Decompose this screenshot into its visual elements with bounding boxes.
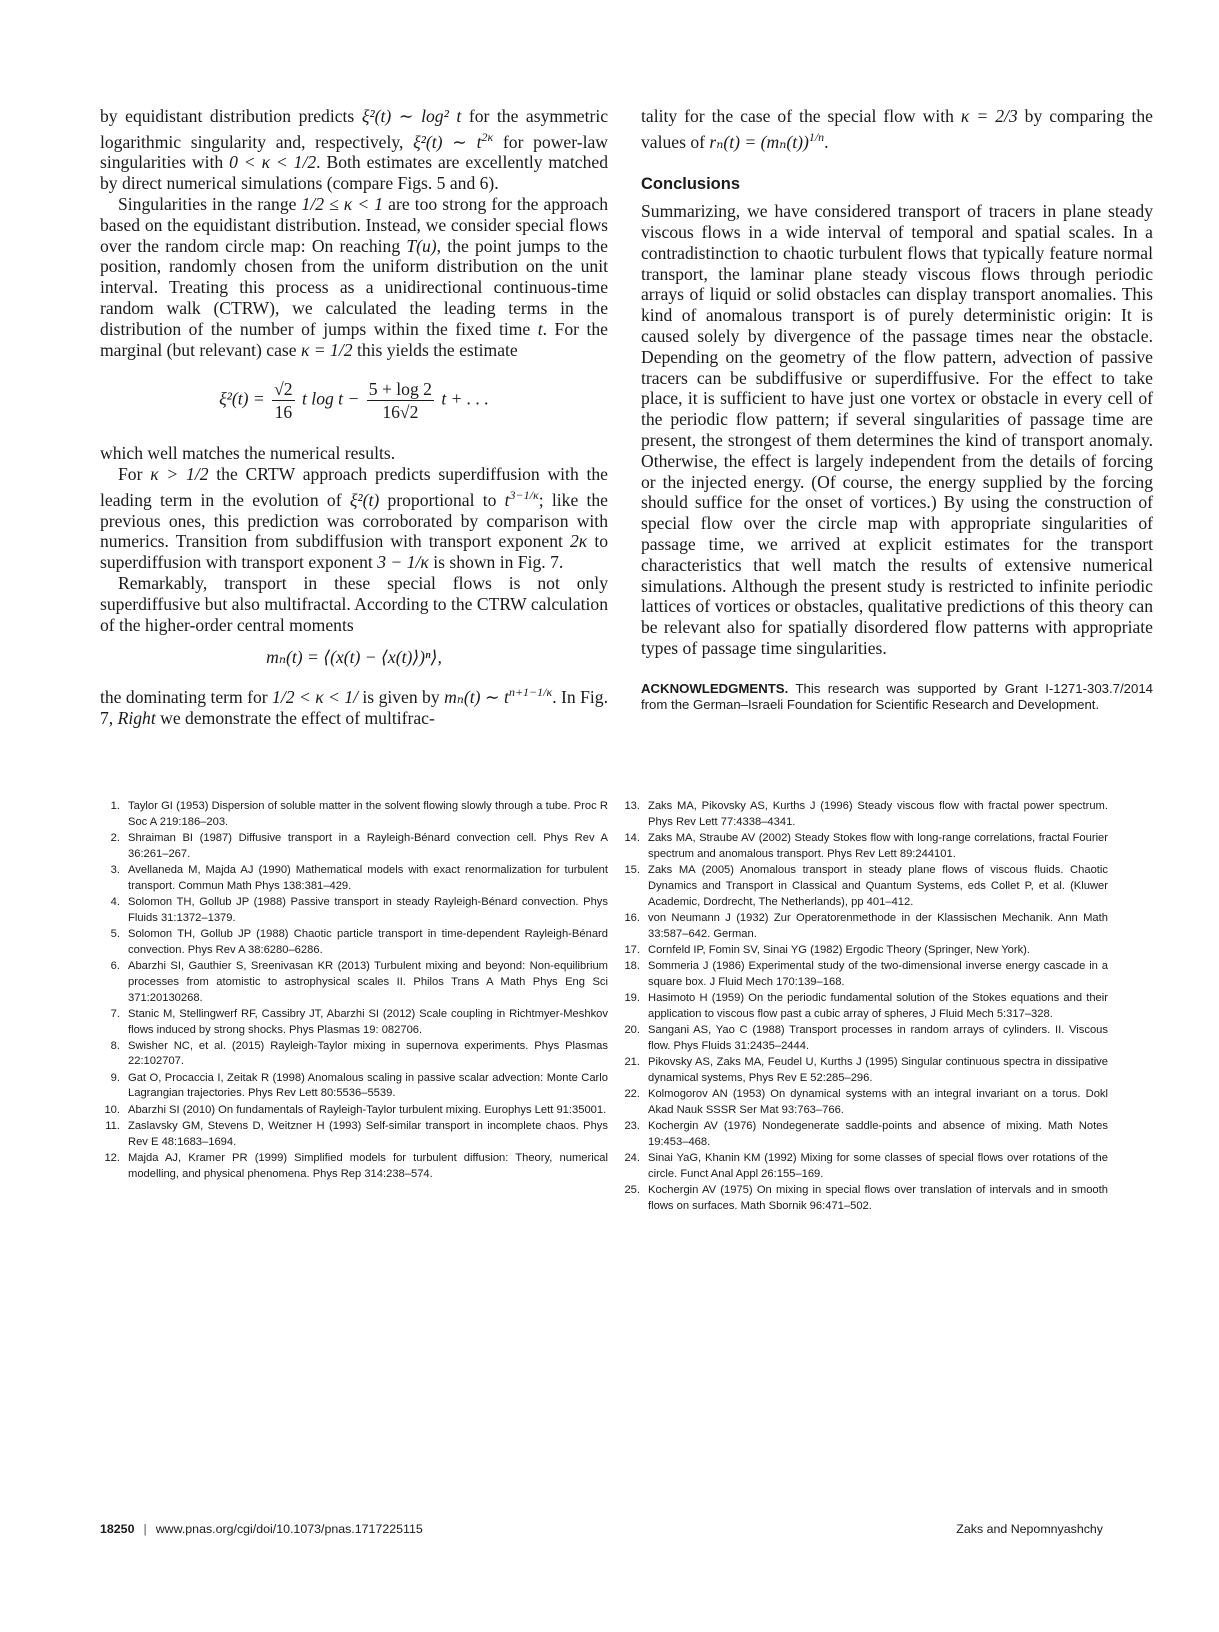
reference-item	[96, 1103, 608, 1119]
doi-link[interactable]: www.pnas.org/cgi/doi/10.1073/pnas.1717225115	[155, 1522, 423, 1536]
reference-item	[96, 1039, 608, 1071]
reference-number: 14.	[624, 831, 640, 844]
reference-item	[616, 831, 1108, 863]
reference-text: Kochergin AV (1975) On mixing in special flows over translation of intervals and in smooth flows on surfaces. Math Sbornik 96:471–502.	[648, 1183, 1108, 1212]
right-column	[641, 106, 1153, 713]
reference-text: Avellaneda M, Majda AJ (1990) Mathematical models with exact renormalization for turbulent transport. Commun Math Phys 138:381–429.	[128, 863, 608, 892]
reference-text: Sangani AS, Yao C (1988) Transport processes in random arrays of cylinders. II. Viscous flow. Phys Fluids 31:2435–2444.	[648, 1023, 1108, 1052]
reference-number: 3.	[110, 863, 120, 876]
reference-text: Zaslavsky GM, Stevens D, Weitzner H (1993) Self-similar transport in incomplete chaos. Phys Rev E 48:1683–1694.	[128, 1119, 608, 1148]
footer-left	[100, 1522, 423, 1536]
reference-number: 1.	[110, 800, 120, 812]
reference-text: Hasimoto H (1959) On the periodic fundamental solution of the Stokes equations and their application to viscous flow past a cubic array of spheres, J Fluid Mech 5:317–328.	[648, 991, 1108, 1020]
equation-central-moments: mₙ(t) = ⟨(x(t) − ⟨x(t)⟩)ⁿ⟩,	[266, 647, 442, 668]
reference-item	[96, 959, 608, 1006]
references-left	[96, 799, 608, 1183]
paragraph-dominating-term: the dominating term for 1/2 < κ < 1/ is given by mₙ(t) ∼ $t^{n+1-1/\kappa}$. In Fig. 7, Right we demonstrate the effect of multifrac-	[100, 685, 608, 728]
reference-number: 9.	[110, 1071, 120, 1084]
reference-item	[616, 991, 1108, 1023]
reference-text: Pikovsky AS, Zaks MA, Feudel U, Kurths J (1995) Singular continuous spectra in dissipative dynamical systems, Phys Rev E 52:285–296.	[648, 1055, 1108, 1084]
reference-item	[616, 1151, 1108, 1183]
reference-item	[616, 943, 1108, 959]
reference-text: Swisher NC, et al. (2015) Rayleigh-Taylor mixing in supernova experiments. Phys Plasmas 22:102707.	[128, 1039, 608, 1068]
reference-text: Kochergin AV (1976) Nondegenerate saddle-points and absence of mixing. Math Notes 19:453–468.	[648, 1119, 1108, 1148]
page-number: 18250	[100, 1522, 135, 1536]
reference-number: 6.	[110, 959, 120, 972]
paragraph-multifractality: tality for the case of the special flow with κ = 2/3 by comparing the values of $r_n(t) = (m_n(t))^{1/n}$.	[641, 106, 1153, 152]
reference-item	[616, 1055, 1108, 1087]
footer-authors: Zaks and Nepomnyashchy	[956, 1522, 1103, 1536]
reference-text: von Neumann J (1932) Zur Operatorenmethode in der Klassischen Mechanik. Ann Math 33:587–642. German.	[648, 911, 1108, 940]
footer-separator: |	[143, 1522, 147, 1536]
reference-text: Shraiman BI (1987) Diffusive transport in a Rayleigh-Bénard convection cell. Phys Rev A 36:261–267.	[128, 831, 608, 860]
reference-text: Zaks MA, Pikovsky AS, Kurths J (1996) Steady viscous flow with fractal power spectrum. Phys Rev Lett 77:4338–4341.	[648, 800, 1108, 828]
paragraph-matches: which well matches the numerical results.	[100, 443, 396, 464]
reference-text: Sommeria J (1986) Experimental study of the two-dimensional inverse energy cascade in a square box. J Fluid Mech 170:139–168.	[648, 959, 1108, 988]
reference-item	[96, 1151, 608, 1183]
reference-number: 22.	[624, 1087, 640, 1100]
reference-number: 8.	[110, 1039, 120, 1052]
reference-text: Taylor GI (1953) Dispersion of soluble matter in the solvent flowing slowly through a tube. Proc R Soc A 219:186–203.	[128, 800, 608, 828]
reference-text: Abarzhi SI (2010) On fundamentals of Rayleigh-Taylor turbulent mixing. Europhys Lett 91:35001.	[128, 1103, 607, 1116]
reference-text: Cornfeld IP, Fomin SV, Sinai YG (1982) Ergodic Theory (Springer, New York).	[648, 943, 1031, 956]
section-heading-conclusions: Conclusions	[641, 175, 741, 194]
paragraph-ctrw-superdiffusion: For κ > 1/2 the CRTW approach predicts superdiffusion with the leading term in the evolution of ξ²(t) proportional to $t^{3-1/\kappa}$; like the previous ones, this prediction was corroborated by comparison with numerics. Transition from subdiffusion with transport exponent 2κ to superdiffusion with transport exponent 3 − 1/κ is shown in Fig. 7.	[100, 464, 608, 573]
reference-item	[616, 959, 1108, 991]
reference-number: 23.	[624, 1119, 640, 1132]
reference-item	[616, 1183, 1108, 1215]
equation-xi-estimate: ξ²(t) = $\frac{√2}{16}$ t log t − $\frac{5 + \log 2}{16√2}$ t + . . .	[219, 379, 489, 423]
reference-number: 15.	[624, 863, 640, 876]
reference-text: Sinai YaG, Khanin KM (1992) Mixing for some classes of special flows over rotations of the circle. Funct Anal Appl 26:155–169.	[648, 1151, 1108, 1180]
paragraph-conclusions: Summarizing, we have considered transport of tracers in plane steady viscous flows in a wide interval of temporal and spatial scales. In a contradistinction to chaotic turbulent flows that typically feature normal transport, the laminar plane steady viscous flows through periodic arrays of liquid or solid obstacles can display transport anomalies. This kind of anomalous transport is of purely deterministic origin: It is caused solely by divergence of the passage times near the obstacle. Depending on the geometry of the flow pattern, advection of passive tracers can be subdiffusive or superdiffusive. For the effect to take place, it is sufficient to have just one vortex or obstacle in every cell of the periodic flow pattern; if several singularities of passage time are present, the strongest of them determines the kind of transport anomaly. Otherwise, the effect is largely independent from the details of forcing or the injected energy. (Of course, the energy supplied by the forcing should suffice for the onset of vortices.) By using the construction of special flow over the circle map with appropriate singularities of passage time, we arrived at explicit estimates for the transport characteristics that well match the results of extensive numerical simulations. Although the present study is restricted to infinite periodic lattices of vortices or obstacles, qualitative predictions of this theory can be relevant also for spatially disordered flow patterns with appropriate types of passage time singularities.	[641, 201, 1153, 658]
paragraph-singularities: Singularities in the range 1/2 ≤ κ < 1 are too strong for the approach based on the equidistant distribution. Instead, we consider special flows over the random circle map: On reaching T(u), the point jumps to the position, randomly chosen from the uniform distribution on the unit interval. Treating this process as a unidirectional continuous-time random walk (CTRW), we calculated the leading terms in the distribution of the number of jumps within the fixed time t. For the marginal (but relevant) case κ = 1/2 this yields the estimate	[100, 194, 608, 360]
reference-text: Abarzhi SI, Gauthier S, Sreenivasan KR (2013) Turbulent mixing and beyond: Non-equilibrium processes from atomistic to astrophysical scales II. Philos Trans A Math Phys Eng Sci 371:20130268.	[128, 959, 608, 1004]
reference-number: 17.	[624, 943, 640, 956]
reference-text: Zaks MA (2005) Anomalous transport in steady plane flows of viscous fluids. Chaotic Dynamics and Transport in Classical and Quantum Systems, eds Collet P, et al. (Kluwer Academic, Dordrecht, The Netherlands), pp 401–412.	[648, 863, 1108, 908]
reference-number: 7.	[110, 1007, 120, 1020]
paragraph-multifractal: Remarkably, transport in these special flows is not only superdiffusive but also multifractal. According to the CTRW calculation of the higher-order central moments	[100, 573, 608, 635]
left-column	[100, 106, 608, 729]
acknowledgments: ACKNOWLEDGMENTS. This research was supported by Grant I-1271-303.7/2014 from the German–Israeli Foundation for Scientific Research and Development.	[641, 680, 1153, 713]
reference-number: 20.	[624, 1023, 640, 1036]
reference-text: Zaks MA, Straube AV (2002) Steady Stokes flow with long-range correlations, fractal Fourier spectrum and anomalous transport. Phys Rev Lett 89:244101.	[648, 831, 1108, 860]
reference-number: 18.	[624, 959, 640, 972]
reference-item	[96, 1071, 608, 1103]
reference-text: Gat O, Procaccia I, Zeitak R (1998) Anomalous scaling in passive scalar advection: Monte Carlo Lagrangian trajectories. Phys Rev Lett 80:5536–5539.	[128, 1071, 608, 1100]
reference-item	[616, 1087, 1108, 1119]
reference-item	[96, 831, 608, 863]
reference-number: 11.	[105, 1119, 120, 1132]
reference-number: 21.	[624, 1055, 640, 1068]
reference-text: Stanic M, Stellingwerf RF, Cassibry JT, Abarzhi SI (2012) Scale coupling in Richtmyer-Meshkov flows induced by strong shocks. Phys Plasmas 19: 082706.	[128, 1007, 608, 1036]
reference-number: 19.	[624, 991, 640, 1004]
reference-number: 16.	[624, 911, 640, 924]
reference-number: 25.	[624, 1183, 640, 1196]
references-right	[616, 799, 1108, 1215]
reference-item	[96, 927, 608, 959]
paragraph-equidistant: by equidistant distribution predicts ξ²(t) ∼ log² t for the asymmetric logarithmic singularity and, respectively, ξ²(t) ∼ $t^{2\kappa}$ for power-law singularities with 0 < κ < 1/2. Both estimates are excellently matched by direct numerical simulations (compare Figs. 5 and 6).	[100, 106, 609, 194]
reference-text: Solomon TH, Gollub JP (1988) Passive transport in steady Rayleigh-Bénard convection. Phys Fluids 31:1372–1379.	[128, 895, 608, 924]
reference-item	[96, 1119, 608, 1151]
reference-item	[96, 863, 608, 895]
reference-item	[616, 863, 1108, 910]
reference-number: 4.	[110, 895, 120, 908]
reference-number: 2.	[110, 831, 120, 844]
reference-item	[96, 799, 608, 831]
reference-item	[96, 895, 608, 927]
reference-text: Kolmogorov AN (1953) On dynamical systems with an integral invariant on a torus. Dokl Akad Nauk SSSR Ser Mat 93:763–766.	[648, 1087, 1108, 1116]
reference-item	[616, 1023, 1108, 1055]
reference-item	[616, 1119, 1108, 1151]
reference-number: 13.	[624, 800, 640, 812]
reference-text: Solomon TH, Gollub JP (1988) Chaotic particle transport in time-dependent Rayleigh-Bénard convection. Phys Rev A 38:6280–6286.	[128, 927, 608, 956]
reference-text: Majda AJ, Kramer PR (1999) Simplified models for turbulent diffusion: Theory, numerical modelling, and physical phenomena. Phys Rep 314:238–574.	[128, 1151, 608, 1180]
reference-number: 12.	[104, 1151, 120, 1164]
reference-item	[616, 799, 1108, 831]
reference-number: 5.	[110, 927, 120, 940]
reference-item	[96, 1007, 608, 1039]
reference-number: 10.	[104, 1103, 120, 1116]
reference-item	[616, 911, 1108, 943]
reference-number: 24.	[624, 1151, 640, 1164]
